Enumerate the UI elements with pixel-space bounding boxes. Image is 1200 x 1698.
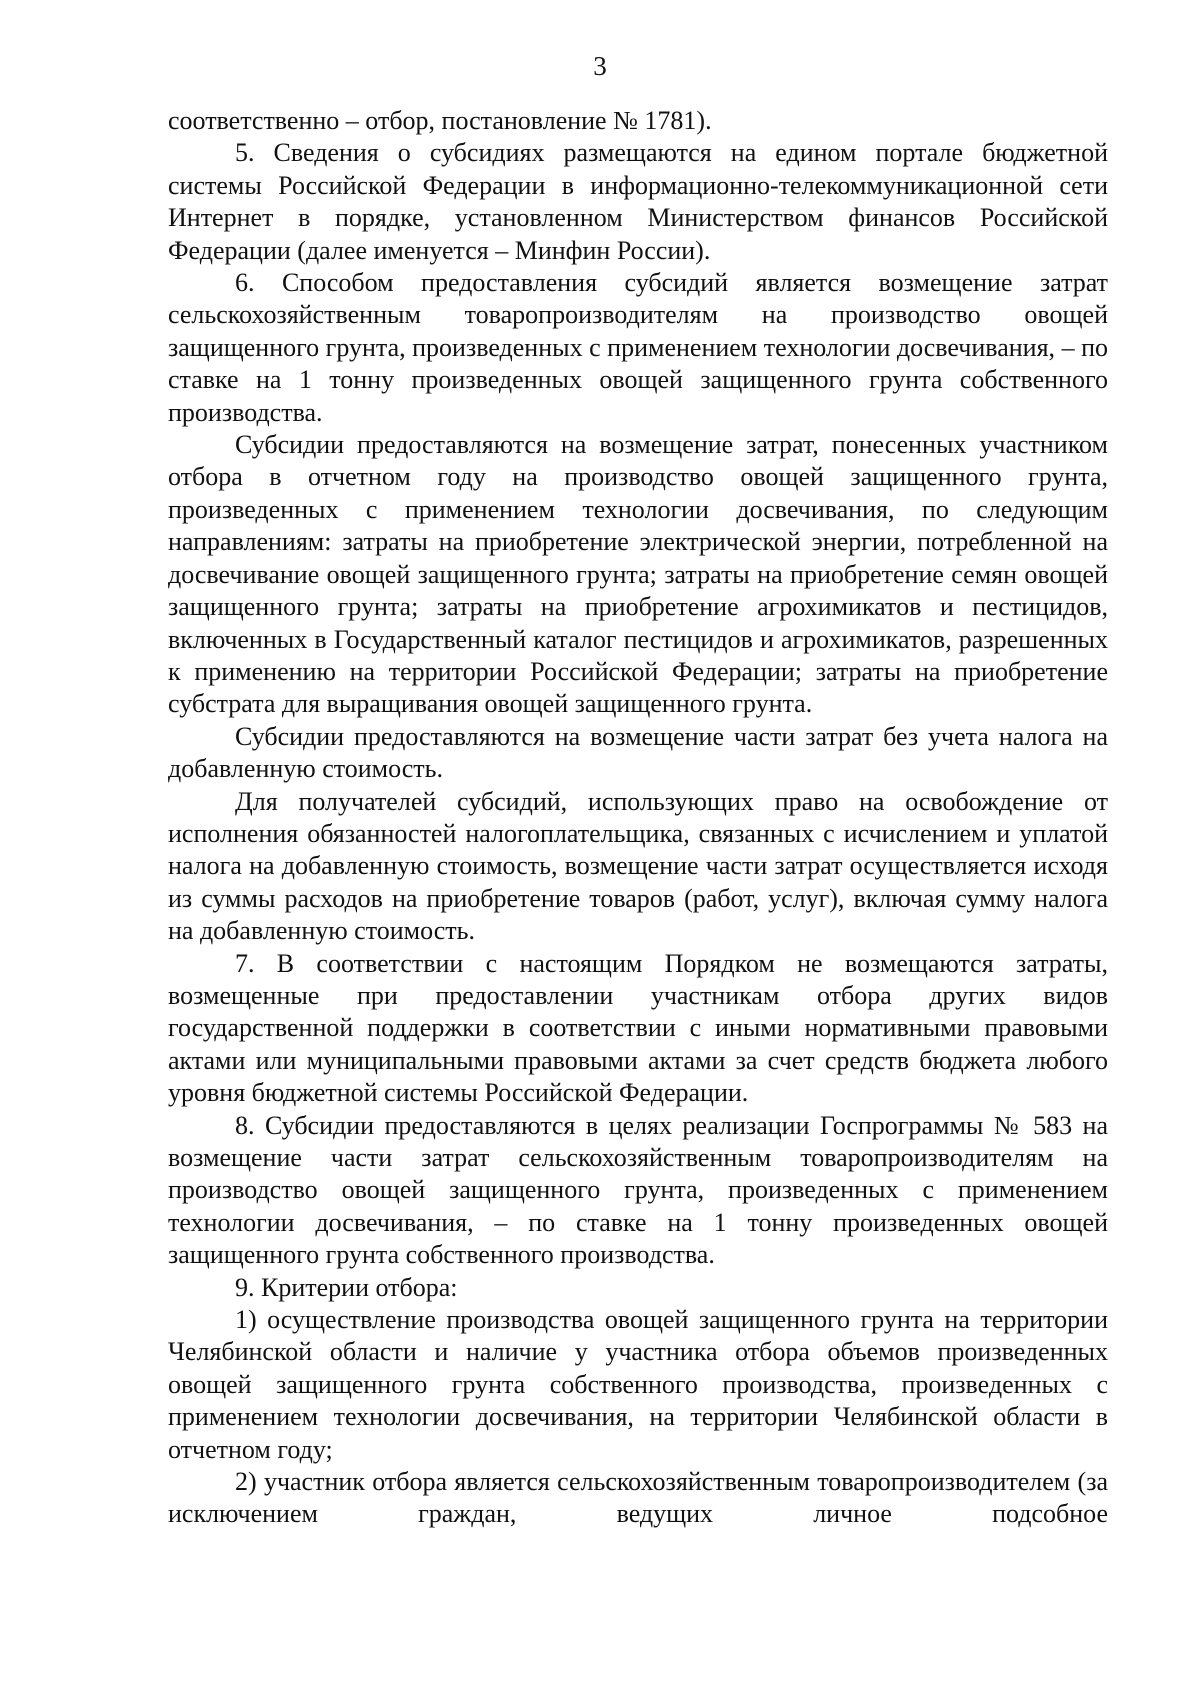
document-body — [168, 105, 1108, 1531]
paragraph-criterion-1: 1) осуществление производства овощей защищенного грунта на территории Челябинской области и наличие у участника отбора объемов произведенных овощей защищенного грунта собственного производства, произведенных с применением технологии досвечивания, на территории Челябинской области в отчетном году; — [168, 1305, 1108, 1464]
paragraph-continuation: соответственно – отбор, постановление № 1781). — [168, 106, 712, 135]
paragraph-vat-exclusion: Субсидии предоставляются на возмещение части затрат без учета налога на добавленную стоимость. — [168, 721, 1108, 784]
page-number: 3 — [593, 51, 607, 81]
paragraph-item-7: 7. В соответствии с настоящим Порядком не возмещаются затраты, возмещенные при предоставлении участникам отбора других видов государственной поддержки в соответствии с иными нормативными правовыми актами или муниципальными правовыми актами за счет средств бюджета любого уровня бюджетной системы Российской Федерации. — [168, 948, 1108, 1108]
paragraph-vat-exemption: Для получателей субсидий, использующих право на освобождение от исполнения обязанностей налогоплательщика, связанных с исчислением и уплатой налога на добавленную стоимость, возмещение части затрат осуществляется исходя из суммы расходов на приобретение товаров (работ, услуг), включая сумму налога на добавленную стоимость. — [168, 786, 1108, 946]
paragraph-item-8: 8. Субсидии предоставляются в целях реализации Госпрограммы № 583 на возмещение части затрат сельскохозяйственным товаропроизводителям на производство овощей защищенного грунта, произведенных с применением технологии досвечивания, – по ставке на 1 тонну произведенных овощей защищенного грунта собственного производства. — [168, 1110, 1108, 1270]
paragraph-item-9-heading: 9. Критерии отбора: — [235, 1272, 458, 1302]
paragraph-criterion-2: 2) участник отбора является сельскохозяйственным товаропроизводителем (за исключением граждан, ведущих личное подсобное — [168, 1467, 1108, 1529]
paragraph-item-6: 6. Способом предоставления субсидий является возмещение затрат сельскохозяйственным товаропроизводителям на производство овощей защищенного грунта, произведенных с применением технологии досвечивания, – по ставке на 1 тонну произведенных овощей защищенного грунта собственного производства. — [168, 268, 1108, 427]
paragraph-item-5: 5. Сведения о субсидиях размещаются на едином портале бюджетной системы Российской Федерации в информационно-телекоммуникационной сети Интернет в порядке, установленном Министерством финансов Российской Федерации (далее именуется – Минфин России). — [168, 138, 1108, 265]
paragraph-subsidy-directions: Субсидии предоставляются на возмещение затрат, понесенных участником отбора в отчетном году на производство овощей защищенного грунта, произведенных с применением технологии досвечивания, по следующим направлениям: затраты на приобретение электрической энергии, потребленной на досвечивание овощей защищенного грунта; затраты на приобретение семян овощей защищенного грунта; затраты на приобретение агрохимикатов и пестицидов, включенных в Государственный каталог пестицидов и агрохимикатов, разрешенных к применению на территории Российской Федерации; затраты на приобретение субстрата для выращивания овощей защищенного грунта. — [168, 430, 1108, 719]
